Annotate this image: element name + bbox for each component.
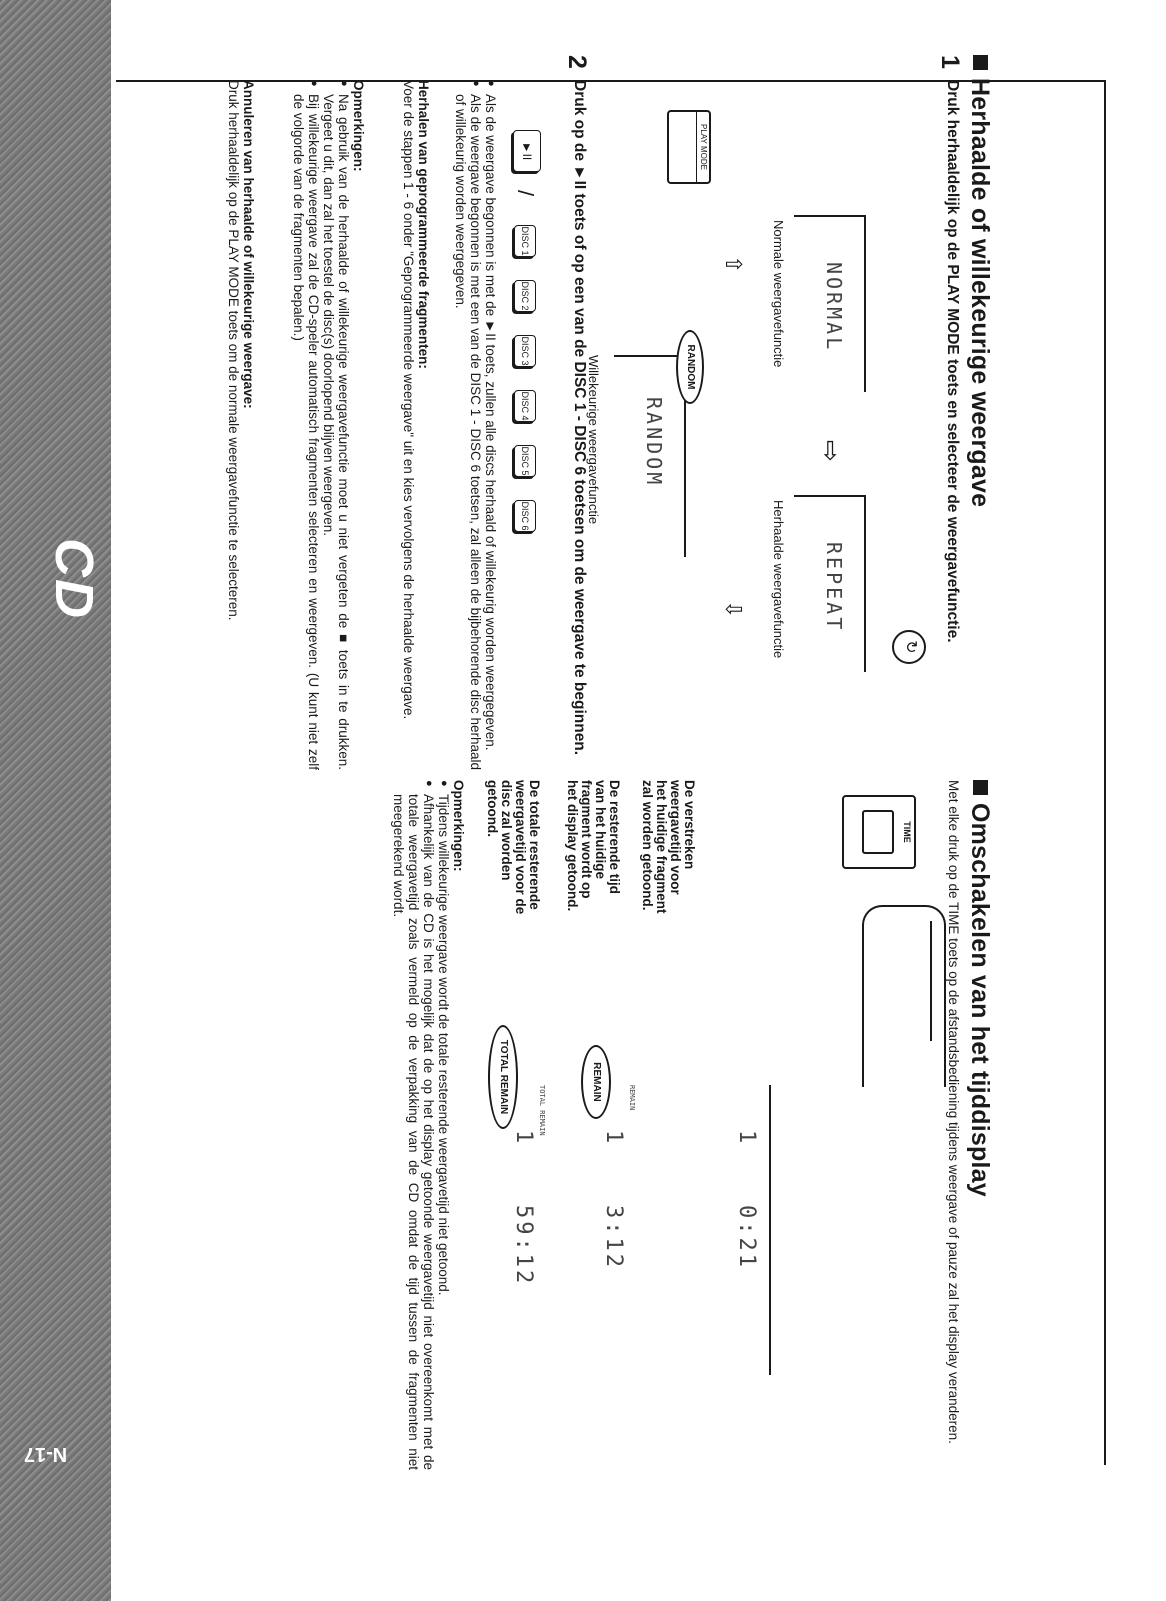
list-item: ● Afhankelijk van de CD is het mogelijk dat de op het display getoonde weergavetijd niet overeenkomt met de totale weergavetijd zoals vermeld op de verpakking van de CD omdat de tijd tussen de fragmenten niet meegerekend wordt. bbox=[391, 780, 436, 1470]
list-item: ● Als de weergave begonnen is met een van de DISC 1 - DISC 6 toetsen, zal alleen de bijbehorende disc herhaald of willekeurig worden weergegeven. bbox=[453, 80, 483, 770]
cancel-text: Druk herhaaldelijk op de PLAY MODE toets om de normale weergavefunctie te selecteren. bbox=[226, 80, 241, 621]
caption-normal: Normale weergavefunctie bbox=[771, 220, 786, 368]
page-number: N-17 bbox=[23, 1443, 68, 1466]
time-intro: Met elke druk op de TIME toets op de afstandsbediening tijdens weergave of pauze zal het display veranderen. bbox=[946, 780, 961, 1444]
arrow-up-left-icon: ⇧ bbox=[721, 255, 746, 274]
disc-5-button-icon: DISC 5 bbox=[514, 445, 536, 477]
section-title-time-display: Omschakelen van het tijddisplay bbox=[965, 780, 994, 1197]
display-repeat-text: REPEAT bbox=[822, 542, 846, 633]
section-label: CD bbox=[44, 538, 104, 620]
play-mode-button-icon: PLAY MODE bbox=[667, 110, 711, 184]
notes-right bbox=[391, 780, 466, 1470]
random-balloon: RANDOM bbox=[676, 330, 704, 404]
time-display-value: 0:21 bbox=[734, 1205, 759, 1270]
disc-4-button-icon: DISC 4 bbox=[514, 390, 536, 422]
list-item: ● Als de weergave begonnen is met de ►II toets, zullen alle discs herhaald of willekeurig worden weergegeven. bbox=[483, 80, 498, 770]
total-remain-balloon: TOTAL REMAIN bbox=[488, 1025, 518, 1129]
list-item: ● Bij willekeurige weergave zal de CD-speler automatisch fragmenten selecteren en weergeven. (U kunt niet zelf de volgorde van de fragmenten bepalen.) bbox=[291, 80, 321, 770]
display-normal-text: NORMAL bbox=[822, 262, 846, 353]
list-item: ● Na gebruik van de herhaalde of willekeurige weergavefunctie moet u niet vergeten de ■ toets in te drukken. Vergeet u dit, dan zal het toestel de disc(s) doorlopend blijven weergeven. bbox=[321, 80, 351, 770]
time-row-text: De resterende tijd van het huidige fragment wordt op het display getoond. bbox=[565, 780, 622, 912]
programmed-section bbox=[401, 80, 431, 770]
time-display-indicator: TOTAL REMAIN bbox=[538, 1085, 546, 1136]
notes-heading-right: Opmerkingen: bbox=[451, 780, 466, 872]
programmed-heading: Herhalen van geprogrammeerde fragmenten: bbox=[416, 80, 431, 369]
cancel-heading: Annuleren van herhaalde of willekeurige weergave: bbox=[241, 80, 256, 409]
repeat-symbol-icon: ↻ bbox=[892, 630, 926, 664]
step-1-text: Druk herhaaldelijk op de PLAY MODE toets en selecteer de weergavefunctie. bbox=[944, 80, 961, 643]
step-2-bullets bbox=[453, 80, 498, 770]
disc-3-button-icon: DISC 3 bbox=[514, 335, 536, 367]
time-display-indicator: REMAIN bbox=[628, 1085, 636, 1111]
display-repeat bbox=[794, 495, 866, 672]
notes-left bbox=[291, 80, 366, 770]
disc-6-button-icon: DISC 6 bbox=[514, 500, 536, 532]
time-display-track: 1 bbox=[601, 1130, 626, 1147]
cancel-section bbox=[226, 80, 256, 770]
programmed-text: Voer de stappen 1 - 6 onder "Geprogrammeerde weergave" uit en kies vervolgens de herhaalde weergave. bbox=[401, 80, 416, 720]
time-row-text: De totale resterende weergavetijd voor de disc zal worden getoond. bbox=[485, 780, 542, 915]
square-bullet-icon bbox=[973, 780, 988, 795]
caption-random: Willekeurige weergavefunctie bbox=[586, 355, 601, 525]
step-1-number: 1 bbox=[936, 55, 964, 69]
time-row-text: De verstreken weergavetijd voor het huidige fragment zal worden getoond. bbox=[640, 780, 697, 914]
time-display-track: 1 bbox=[734, 1130, 759, 1147]
arrow-down-right-icon: ⇩ bbox=[721, 600, 746, 619]
display-random bbox=[614, 355, 686, 557]
arrow-right-icon: ⇨ bbox=[816, 440, 846, 462]
top-rule bbox=[1104, 80, 1106, 1465]
notes-heading-left: Opmerkingen: bbox=[351, 80, 366, 172]
play-pause-button-icon: ►II bbox=[513, 130, 541, 172]
time-display-track: 1 bbox=[511, 1130, 536, 1147]
remote-control-icon bbox=[862, 905, 946, 1087]
display-normal bbox=[794, 215, 866, 392]
step-2-text: Druk op de ►II toets of op een van de DISC 1 - DISC 6 toetsen om de weergave te beginnen. bbox=[571, 80, 588, 756]
time-display-value: 59:12 bbox=[511, 1205, 536, 1287]
slash-separator: / bbox=[513, 190, 538, 197]
list-item: ● Tijdens willekeurige weergave wordt de totale resterende weergavetijd niet getoond. bbox=[436, 780, 451, 1470]
time-button-icon: TIME bbox=[842, 795, 916, 869]
square-bullet-icon bbox=[973, 55, 988, 70]
time-display-value: 3:12 bbox=[601, 1205, 626, 1270]
disc-2-button-icon: DISC 2 bbox=[514, 280, 536, 312]
time-display-remain bbox=[586, 1085, 636, 1375]
section-title-repeat-random: Herhaalde of willekeurige weergave bbox=[965, 55, 994, 507]
caption-repeat: Herhaalde weergavefunctie bbox=[771, 500, 786, 659]
step-2-number: 2 bbox=[563, 55, 591, 69]
footer-band bbox=[0, 0, 111, 1601]
display-random-text: RANDOM bbox=[642, 397, 666, 488]
disc-1-button-icon: DISC 1 bbox=[514, 225, 536, 257]
time-display-elapsed bbox=[719, 1085, 771, 1375]
remain-balloon: REMAIN bbox=[581, 1045, 611, 1119]
